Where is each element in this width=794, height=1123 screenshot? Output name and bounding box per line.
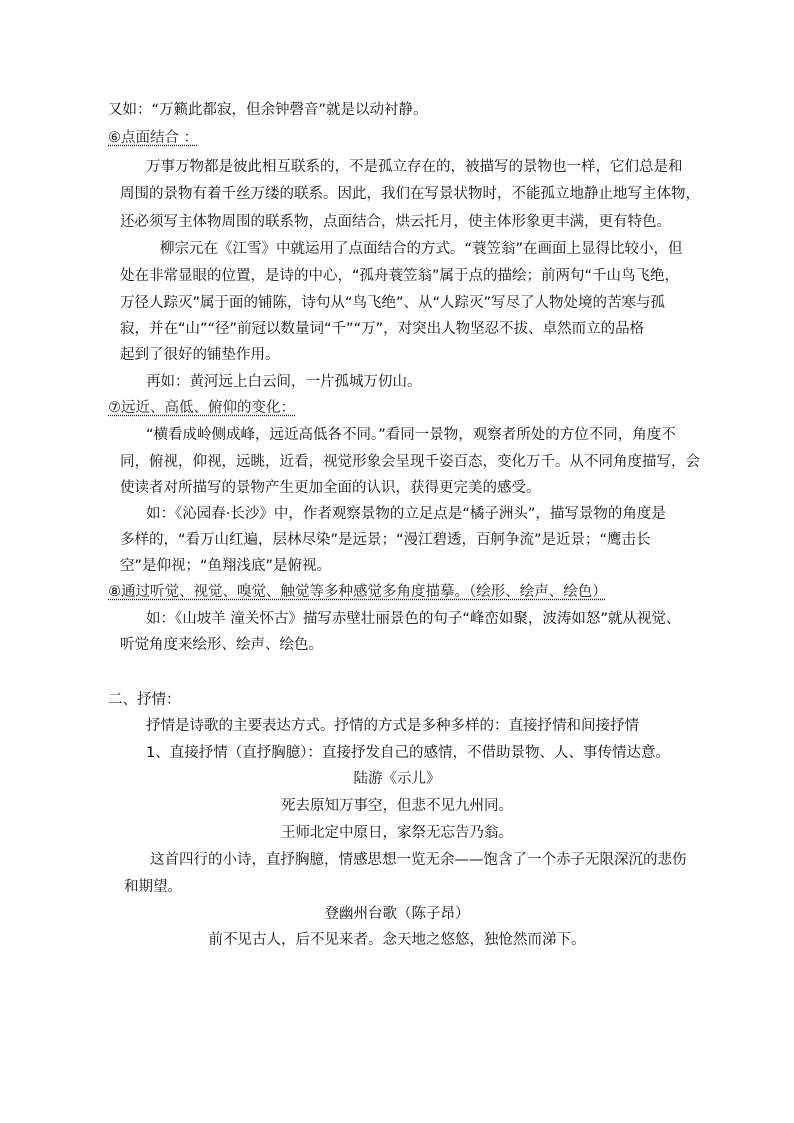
paragraph-line: 这首四行的小诗，直抒胸臆，情感思想一览无余——饱含了一个赤子无限深沉的悲伤: [150, 852, 687, 868]
paragraph-line: 和期望。: [124, 879, 182, 895]
poem-title: 登幽州台歌（陈子昂）: [324, 906, 470, 922]
section-heading-6: ⑥点面结合 ：: [108, 130, 199, 146]
paragraph-line: 空”是仰视；“鱼翔浅底”是俯视。: [120, 558, 332, 574]
paragraph-line: 1、直接抒情（直抒胸臆）：直接抒发自己的感情，不借助景物、人、事传情达意。: [146, 745, 670, 761]
poem-line: 前不见古人，后不见来者。念天地之悠悠，独怆然而涕下。: [208, 932, 586, 948]
paragraph-line: 还必须写主体物周围的联系物，点面结合，烘云托月，使主体形象更丰满，更有特色。: [120, 214, 671, 230]
paragraph-line: 如：《沁园春·长沙》中，作者观察景物的立足点是“橘子洲头”，描写景物的角度是: [146, 506, 666, 522]
paragraph-line: 同，俯视，仰视，远眺，近看，视觉形象会呈现千姿百态，变化万千。从不同角度描写，会: [120, 454, 700, 470]
section-heading-7: ⑦远近、高低、俯仰的变化：: [108, 400, 295, 416]
section-title-2: 二、抒情：: [108, 692, 181, 708]
paragraph-line: 又如：“万籁此都寂，但余钟磬音”就是以动衬静。: [108, 102, 428, 118]
paragraph-line: 再如：黄河远上白云间，一片孤城万仞山。: [146, 374, 422, 390]
paragraph-line: 听觉角度来绘形、绘声、绘色。: [120, 637, 323, 653]
poem-line: 王师北定中原日，家祭无忘告乃翁。: [281, 825, 513, 841]
paragraph-line: 使读者对所描写的景物产生更加全面的认识，获得更完美的感受。: [120, 480, 541, 496]
paragraph-line: 万事万物都是彼此相互联系的，不是孤立存在的，被描写的景物也一样，它们总是和: [146, 159, 683, 175]
paragraph-line: 抒情是诗歌的主要表达方式。抒情的方式是多种多样的：直接抒情和间接抒情: [146, 718, 639, 734]
section-heading-8: ⑧通过听觉、视觉、嗅觉、触觉等多种感觉多角度描摹。（绘形、绘声、绘色）: [108, 584, 607, 600]
paragraph-line: 如：《山坡羊 潼关怀古》描写赤壁壮丽景色的句子“峰峦如聚，波涛如怒”就从视觉、: [146, 611, 681, 627]
paragraph-line: 柳宗元在《江雪》中就运用了点面结合的方式。“蓑笠翁”在画面上显得比较小，但: [160, 241, 683, 257]
paragraph-line: 多样的，“看万山红遍，层林尽染”是远景；“漫江碧透，百舸争流”是近景；“鹰击长: [120, 532, 651, 548]
paragraph-line: 万径人踪灭”属于面的铺陈，诗句从“鸟飞绝”、从“人踪灭”写尽了人物处境的苦寒与孤: [120, 295, 666, 311]
paragraph-line: 周围的景物有着千丝万缕的联系。因此，我们在写景状物时，不能孤立地静止地写主体物，: [120, 186, 700, 202]
paragraph-line: “横看成岭侧成峰，远近高低各不同。”看同一景物，观察者所处的方位不同，角度不: [146, 427, 676, 443]
poem-title: 陆游《示儿》: [353, 771, 441, 787]
paragraph-line: 处在非常显眼的位置，是诗的中心，“孤舟蓑笠翁”属于点的描绘；前两句“千山鸟飞绝，: [120, 268, 680, 284]
poem-line: 死去原知万事空，但悲不见九州同。: [281, 798, 513, 814]
paragraph-line: 寂，并在“山”“径”前冠以数量词“千”“万”，对突出人物坚忍不拔、卓然而立的品格: [120, 321, 645, 337]
paragraph-line: 起到了很好的铺垫作用。: [120, 347, 280, 363]
